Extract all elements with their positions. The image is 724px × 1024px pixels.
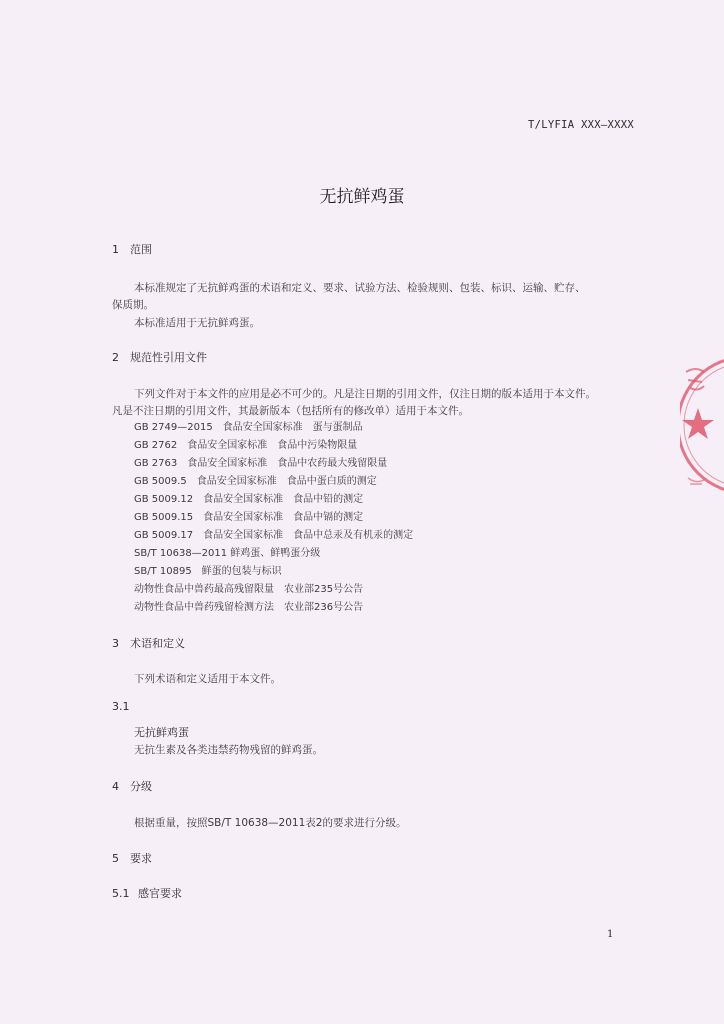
paragraph: 凡是不注日期的引用文件，其最新版本（包括所有的修改单）适用于本文件。 (112, 405, 469, 417)
paragraph: 根据重量，按照SB/T 10638—2011表2的要求进行分级。 (134, 817, 407, 829)
reference-item: SB/T 10638—2011 鲜鸡蛋、鲜鸭蛋分级 (134, 548, 321, 559)
paragraph: 保质期。 (112, 299, 154, 311)
reference-item: GB 5009.12 食品安全国家标准 食品中铅的测定 (134, 494, 364, 505)
subsection-title: 感官要求 (138, 887, 182, 900)
reference-item: GB 2762 食品安全国家标准 食品中污染物限量 (134, 440, 358, 451)
section-1-heading (112, 243, 152, 257)
section-title: 要求 (130, 852, 152, 865)
reference-item: 动物性食品中兽药最高残留限量 农业部235号公告 (134, 584, 364, 595)
section-2-heading (112, 351, 207, 365)
page-number: 1 (607, 929, 614, 940)
section-number: 4 (112, 780, 119, 793)
reference-item: SB/T 10895 鲜蛋的包装与标识 (134, 566, 282, 577)
subsection-number: 3.1 (112, 700, 130, 713)
term-definition: 无抗生素及各类违禁药物残留的鲜鸡蛋。 (134, 744, 323, 756)
section-3-heading (112, 637, 185, 651)
subsection-5-1-heading (112, 887, 182, 901)
section-5-heading (112, 852, 152, 866)
section-title: 范围 (130, 243, 152, 256)
reference-item: GB 5009.5 食品安全国家标准 食品中蛋白质的测定 (134, 476, 377, 487)
reference-item: GB 2749—2015 食品安全国家标准 蛋与蛋制品 (134, 422, 363, 433)
section-number: 1 (112, 243, 119, 256)
section-4-heading (112, 780, 152, 794)
reference-item: GB 5009.15 食品安全国家标准 食品中镉的测定 (134, 512, 364, 523)
seal-graphic (680, 350, 724, 500)
section-number: 5 (112, 852, 119, 865)
reference-item: GB 2763 食品安全国家标准 食品中农药最大残留限量 (134, 458, 388, 469)
paragraph: 下列术语和定义适用于本文件。 (134, 673, 281, 685)
section-title: 术语和定义 (130, 637, 185, 650)
paragraph: 本标准适用于无抗鲜鸡蛋。 (134, 317, 260, 329)
red-seal-stamp (680, 350, 724, 500)
term-name: 无抗鲜鸡蛋 (134, 726, 189, 739)
paragraph: 下列文件对于本文件的应用是必不可少的。凡是注日期的引用文件，仅注日期的版本适用于本文件。 (134, 388, 596, 400)
section-title: 分级 (130, 780, 152, 793)
document-title: 无抗鲜鸡蛋 (319, 187, 405, 207)
subsection-number: 5.1 (112, 887, 130, 900)
document-number: T/LYFIA XXX—XXXX (528, 119, 634, 131)
paragraph: 本标准规定了无抗鲜鸡蛋的术语和定义、要求、试验方法、检验规则、包装、标识、运输、贮存、 (134, 282, 586, 294)
section-number: 3 (112, 637, 119, 650)
reference-item: 动物性食品中兽药残留检测方法 农业部236号公告 (134, 602, 364, 613)
section-title: 规范性引用文件 (130, 351, 207, 364)
reference-item: GB 5009.17 食品安全国家标准 食品中总汞及有机汞的测定 (134, 530, 414, 541)
section-number: 2 (112, 351, 119, 364)
